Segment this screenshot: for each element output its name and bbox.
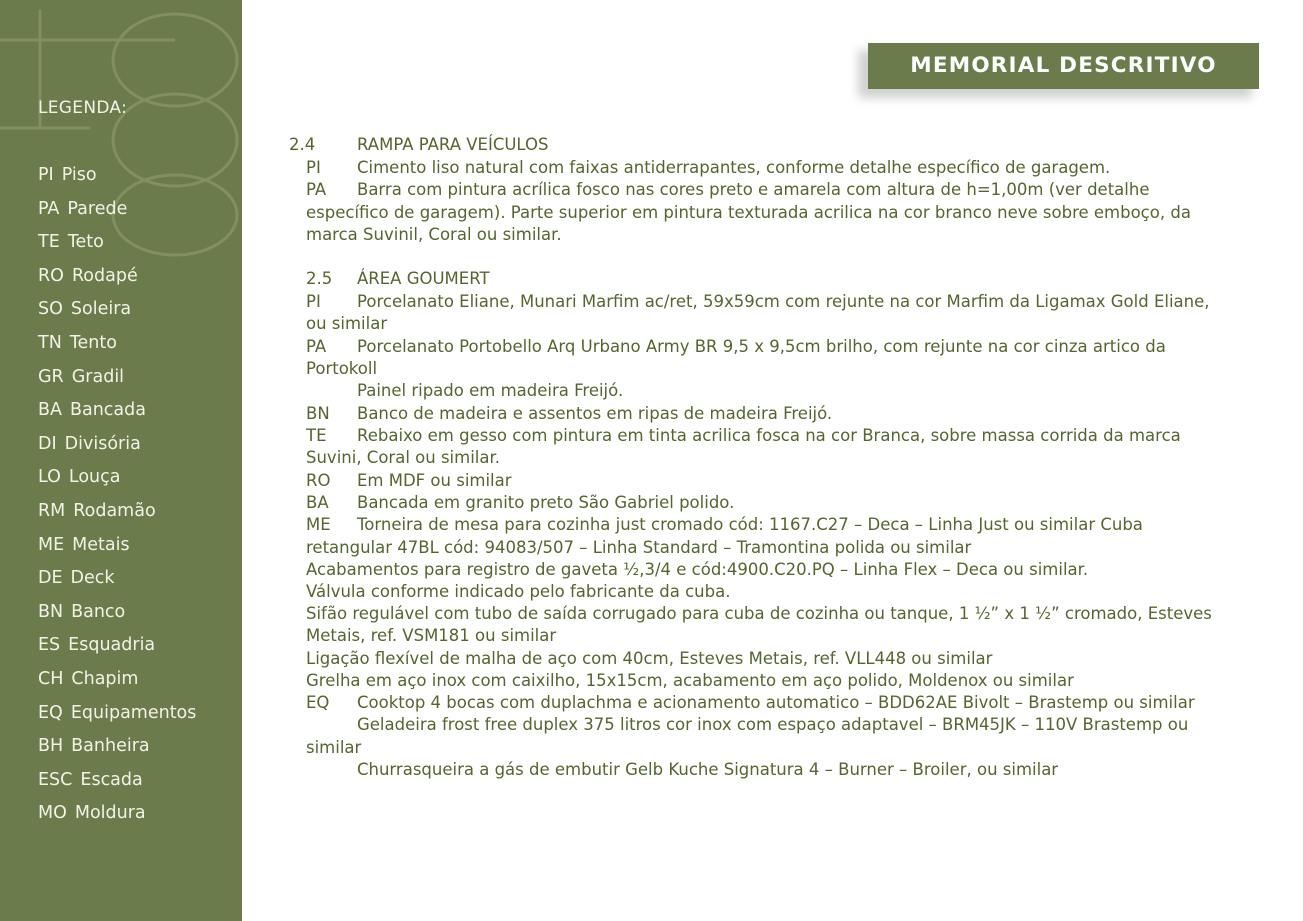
- legend-code: GR: [38, 366, 64, 387]
- spec-text: Banco de madeira e assentos em ripas de madeira Freijó.: [357, 404, 833, 423]
- legend-item: [38, 365, 196, 399]
- spec-text: marca Suvinil, Coral ou similar.: [306, 225, 562, 244]
- legend-item: [38, 264, 196, 298]
- legend-code: SO: [38, 299, 63, 320]
- legend-code: LO: [38, 467, 61, 488]
- legend-code: CH: [38, 668, 64, 689]
- spec-text: Acabamentos para registro de gaveta ½,3/4 e cód:4900.C20.PQ – Linha Flex – Deca ou similar.: [306, 560, 1089, 579]
- legend-code: ME: [38, 534, 65, 555]
- spec-code: PI: [306, 158, 321, 177]
- legend-code: BH: [38, 736, 64, 757]
- spec-text: Barra com pintura acrílica fosco nas cores preto e amarela com altura de h=1,00m (ver detalhe: [357, 180, 1150, 199]
- spec-code: RO: [306, 471, 331, 490]
- spec-text: Geladeira frost free duplex 375 litros cor inox com espaço adaptavel – BRM45JK – 110V Brastemp ou: [357, 715, 1189, 734]
- legend-item: [38, 197, 196, 231]
- legend-item: [38, 768, 196, 802]
- legend-code: EQ: [38, 702, 63, 723]
- spec-text: Suvini, Coral ou similar.: [306, 448, 500, 467]
- legend-item: [38, 465, 196, 499]
- legend-code: MO: [38, 803, 67, 824]
- spec-text: Grelha em aço inox com caixilho, 15x15cm, acabamento em aço polido, Moldenox ou similar: [306, 671, 1074, 690]
- spec-text: Válvula conforme indicado pelo fabricante da cuba.: [306, 582, 731, 601]
- legend-code: TN: [38, 332, 62, 353]
- legend-label: Chapim: [71, 668, 139, 689]
- spec-code: PA: [306, 337, 327, 356]
- spec-text: Portokoll: [306, 359, 378, 378]
- legend-label: Banheira: [71, 736, 150, 757]
- legend-label: Deck: [70, 568, 115, 589]
- legend-label: Gradil: [71, 366, 125, 387]
- legend-label: Tento: [69, 332, 117, 353]
- spec-code: ME: [306, 515, 331, 534]
- spec-text: ou similar: [306, 314, 388, 333]
- legend-code: DE: [38, 568, 63, 589]
- spec-text: Cooktop 4 bocas com duplachma e acionamento automatico – BDD62AE Bivolt – Brastemp ou similar: [357, 693, 1195, 712]
- legend-item: [38, 432, 196, 466]
- legend-list: [38, 163, 196, 835]
- spec-text: Cimento liso natural com faixas antiderrapantes, conforme detalhe específico de garagem.: [357, 158, 1111, 177]
- legend-item: [38, 667, 196, 701]
- legend-label: Teto: [67, 232, 104, 253]
- legend-item: [38, 499, 196, 533]
- spec-code: EQ: [306, 693, 330, 712]
- spec-text: similar: [306, 738, 362, 757]
- legend-item: [38, 331, 196, 365]
- spec-code: BN: [306, 404, 330, 423]
- legend-code: BA: [38, 400, 62, 421]
- legend-label: Louça: [68, 467, 121, 488]
- legend-label: Divisória: [64, 433, 141, 454]
- legend-code: ESC: [38, 769, 73, 790]
- legend-code: RO: [38, 265, 64, 286]
- spec-text: Porcelanato Eliane, Munari Marfim ac/ret, 59x59cm com rejunte na cor Marfim da Ligamax Gold Eliane,: [357, 292, 1210, 311]
- legend-label: Escada: [80, 769, 143, 790]
- spec-text: Painel ripado em madeira Freijó.: [357, 381, 624, 400]
- legend-label: Metais: [72, 534, 130, 555]
- legend-item: [38, 398, 196, 432]
- legend-label: Banco: [71, 601, 126, 622]
- legend-sidebar: [0, 0, 242, 921]
- spec-code: PA: [306, 180, 327, 199]
- legend-code: PA: [38, 198, 60, 219]
- legend-code: PI: [38, 165, 54, 185]
- spec-text: Metais, ref. VSM181 ou similar: [306, 626, 557, 645]
- legend-label: Equipamentos: [70, 702, 197, 723]
- spec-text: Ligação flexível de malha de aço com 40cm, Esteves Metais, ref. VLL448 ou similar: [306, 649, 993, 668]
- legend-item: [38, 701, 196, 735]
- legend-item: [38, 163, 196, 197]
- page-title: MEMORIAL DESCRITIVO: [868, 43, 1259, 89]
- spec-text: específico de garagem). Parte superior em pintura texturada acrilica na cor branco neve sobre emboço, da: [306, 203, 1191, 222]
- legend-label: Parede: [67, 198, 128, 219]
- legend-label: Moldura: [74, 803, 146, 824]
- spec-text: Torneira de mesa para cozinha just cromado cód: 1167.C27 – Deca – Linha Just ou similar Cuba: [357, 515, 1143, 534]
- legend-item: [38, 633, 196, 667]
- spec-code: BA: [306, 493, 329, 512]
- legend-label: Piso: [61, 165, 97, 185]
- legend-item: [38, 734, 196, 768]
- spec-text: Sifão regulável com tubo de saída corrugado para cuba de cozinha ou tanque, 1 ½” x 1 ½” cromado, Esteves: [306, 604, 1212, 623]
- section-number: 2.5: [306, 269, 333, 288]
- legend-label: Soleira: [70, 299, 132, 320]
- legend-code: RM: [38, 500, 66, 521]
- section-title: RAMPA PARA VEÍCULOS: [357, 135, 549, 154]
- legend-heading: LEGENDA:: [38, 98, 128, 118]
- legend-item: [38, 801, 196, 835]
- spec-code: PI: [306, 292, 321, 311]
- legend-label: Bancada: [69, 400, 146, 421]
- spec-text: Rebaixo em gesso com pintura em tinta acrilica fosca na cor Branca, sobre massa corrida da marca: [357, 426, 1181, 445]
- legend-code: BN: [38, 601, 64, 622]
- spec-text: retangular 47BL cód: 94083/507 – Linha Standard – Tramontina polida ou similar: [306, 538, 972, 557]
- section-title: ÁREA GOUMERT: [357, 269, 490, 288]
- legend-item: [38, 600, 196, 634]
- legend-item: [38, 566, 196, 600]
- legend-item: [38, 230, 196, 264]
- legend-item: [38, 297, 196, 331]
- legend-item: [38, 533, 196, 567]
- legend-code: DI: [38, 433, 57, 454]
- legend-code: ES: [38, 635, 61, 656]
- spec-text: Porcelanato Portobello Arq Urbano Army BR 9,5 x 9,5cm brilho, com rejunte na cor cinza artico da: [357, 337, 1166, 356]
- legend-code: TE: [38, 232, 60, 253]
- spec-code: TE: [306, 426, 327, 445]
- spec-text: Churrasqueira a gás de embutir Gelb Kuche Signatura 4 – Burner – Broiler, ou similar: [357, 760, 1059, 779]
- spec-text: Bancada em granito preto São Gabriel polido.: [357, 493, 735, 512]
- legend-label: Rodamão: [73, 500, 156, 521]
- section-number: 2.4: [289, 135, 316, 154]
- legend-label: Esquadria: [68, 635, 156, 656]
- legend-label: Rodapé: [71, 265, 138, 286]
- spec-text: Em MDF ou similar: [357, 471, 512, 490]
